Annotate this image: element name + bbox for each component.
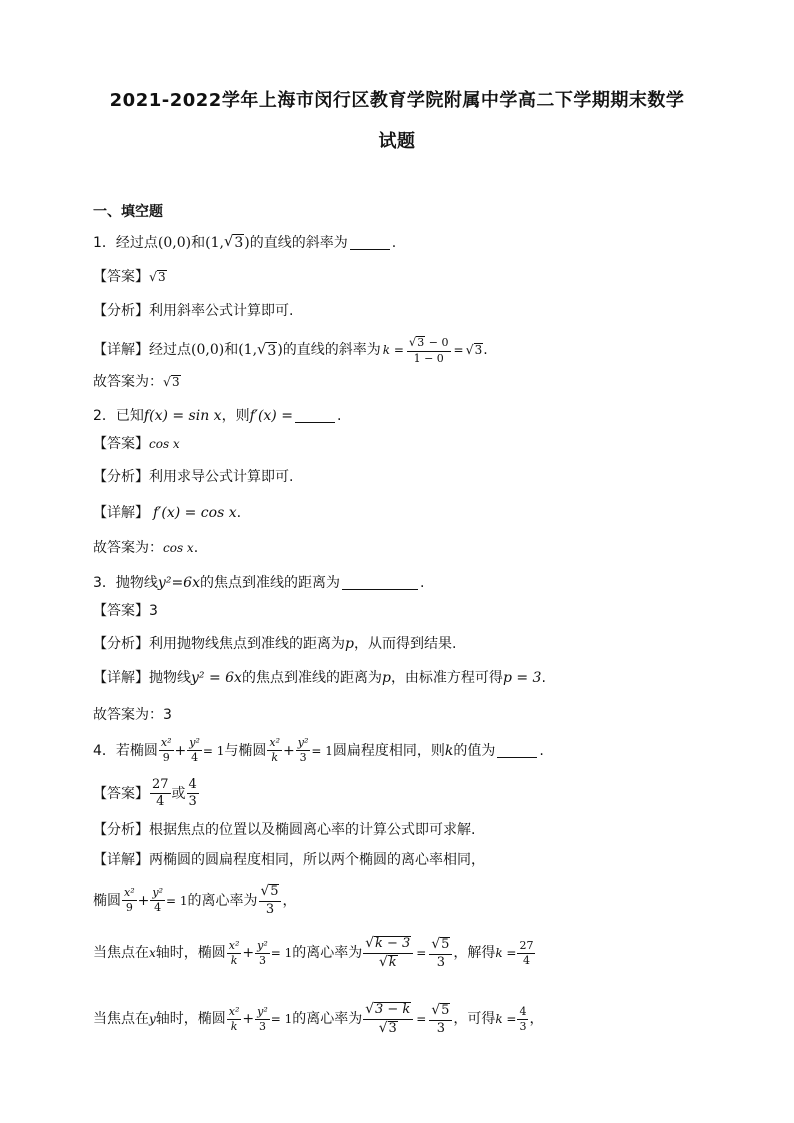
q4-detail-text: 两椭圆的圆扁程度相同，所以两个椭圆的离心率相同， [149,852,485,868]
q4-l1-y-den: 4 [154,901,162,915]
q3-detail-p: p [381,670,391,686]
q3-stem-prefix: 3．抛物线 [93,574,158,591]
q1-final-row [93,375,181,390]
q4-l3-x-term [227,1006,242,1033]
q4-l2-res-den: 4 [522,953,530,967]
q4-detail-line3 [93,1002,543,1037]
q4-detail-row [93,853,485,867]
q4-answer-frac2 [187,778,199,810]
sqrt-symbol: √ 3 [223,233,244,251]
sqrt-symbol: √ 5 [260,883,279,899]
q2-detail-row [93,506,241,520]
q4-l3-axis: y [149,1012,156,1027]
q4-l2-x-term [227,940,242,967]
q1-slope-numerator [407,336,451,352]
q4-answer-blank [497,743,537,758]
q4-l3-ecc-left-num [363,1002,413,1020]
detail-tag: 【详解】 [93,852,149,868]
q1-point2-open: (1, [205,234,224,251]
q2-function: f(x) = sin x [143,407,222,424]
sqrt-symbol: √ 3 [378,1019,397,1036]
q4-ellipse1-y-term [187,737,202,764]
q1-detail-middle: 的直线的斜率为 [282,342,381,359]
q4-stem-middle: 圆扁程度相同，则 [332,742,445,759]
q4-l3-eq: = 1 [270,1012,293,1027]
q4-e1-plus: + [174,742,187,759]
answer-tag: 【答案】 [93,436,149,452]
q4-l3-res-k: k = [495,1012,517,1027]
q1-stem-suffix: 的直线的斜率为 [249,234,348,251]
q4-l1-ecc [259,884,282,917]
detail-tag: 【详解】 [93,342,149,359]
q1-answer-sqrt: √ 3 [149,269,166,284]
q4-answer-or: 或 [171,785,186,802]
q4-l2-x-den: k [230,953,238,967]
q1-detail-point2-radicand: 3 [267,342,277,359]
q4-l2-ecc-left-den [377,954,400,971]
q3-answer-blank [342,575,418,590]
q4-l1-ecc-num [259,884,282,902]
q4-answer-frac1 [150,778,171,810]
q4-period: . [539,742,544,759]
q4-answer-row [93,778,200,810]
sqrt-symbol: √ 5 [431,1001,450,1018]
answer-tag: 【答案】 [93,269,149,286]
q4-l2-eq2: = [416,946,427,961]
answer-tag: 【答案】 [93,603,149,619]
q3-detail-result: p = 3 [502,670,542,686]
q1-period: . [391,234,397,251]
q1-stem [93,234,396,251]
q1-detail-result-sqrt: √ 3 [465,341,483,357]
q3-stem [93,575,424,590]
q4-l3-c: 的离心率为 [292,1011,363,1028]
q4-detail-line2 [93,936,536,971]
q4-l2-y-den: 3 [258,953,266,967]
q4-l1-plus: + [137,892,150,909]
q4-l3-ecc-right [429,1003,452,1036]
q1-answer-blank [350,235,390,250]
q4-ans-num2: 4 [187,778,199,794]
q4-analysis-row [93,823,475,837]
q3-analysis-prefix: 利用抛物线焦点到准线的距离为 [149,636,345,652]
q4-e2-plus: + [283,742,295,759]
q4-analysis-text: 根据焦点的位置以及椭圆离心率的计算公式即可求解. [149,822,476,838]
q4-e1-y-den: 4 [191,751,199,765]
q4-l2-ecc-left [363,936,413,971]
q4-stem [93,737,544,764]
q2-detail-period: . [236,505,242,521]
answer-tag: 【答案】 [93,785,149,802]
analysis-tag: 【分析】 [93,636,149,652]
q4-e2-x-den: k [271,751,279,765]
q4-ans-den1: 4 [156,794,165,810]
q4-l2-num-radicand: k − 3 [374,936,411,951]
q1-answer-radicand: 3 [158,270,166,284]
q4-l2-result [517,940,535,967]
q2-stem-prefix: 2．已知 [93,407,144,424]
q4-l3-d: ，可得 [453,1011,496,1028]
q3-answer-row [93,604,158,618]
q4-l3-y-term [255,1006,270,1033]
sqrt-symbol: √ 5 [431,935,450,952]
q4-l3-ecc-right-den: 3 [436,1020,445,1036]
q4-ans-num1: 27 [150,778,171,794]
q3-final-row [93,708,172,722]
q4-l3-result [517,1006,528,1033]
analysis-tag: 【分析】 [93,303,149,319]
q4-l1-middle: 的离心率为 [187,892,258,909]
q1-slope-num-tail: − 0 [425,336,449,349]
q3-final: 3 [163,707,172,723]
sqrt-symbol: √ 3 [257,340,277,359]
detail-tag: 【详解】 [93,505,149,521]
q3-detail-suffix: ，由标准方程可得 [390,670,503,686]
q3-detail-row [93,671,546,685]
q1-detail-and: 和 [224,342,239,359]
q2-period: . [336,407,342,424]
q4-l2-plus: + [242,945,255,962]
document-title-line1: 2021-2022学年上海市闵行区教育学院附属中学高二下学期期末数学 [109,90,685,111]
q4-l1-y-term [150,887,165,914]
q1-final-sqrt: √ 3 [163,374,180,389]
q3-analysis-p: p [345,636,354,652]
q2-final-row [93,541,198,555]
q1-slope-denominator: 1 − 0 [413,351,444,365]
q4-stem-with: 与椭圆 [224,742,267,759]
final-tag: 故答案为： [93,707,163,723]
q1-detail-k: k = [382,343,404,358]
q4-l3-right-radicand: 5 [441,1002,450,1018]
detail-tag: 【详解】 [93,670,149,686]
q4-l2-ecc-right-num [429,937,452,955]
q4-l3-plus: + [242,1011,255,1028]
q2-answer: cos x [149,437,180,451]
q4-e2-eq: = 1 [311,743,333,758]
q2-derivative: f′(x) = [249,407,293,424]
q4-l1-ecc-den: 3 [265,901,275,917]
q4-l2-y-term [255,940,270,967]
q1-point2-radicand: 3 [234,235,244,251]
q1-point2-close: ) [244,234,250,251]
q4-e2-y-den: 3 [299,751,307,765]
q3-detail-prefix: 抛物线 [149,670,191,686]
q4-l3-x-den: k [230,1019,238,1033]
q4-l1-x-num: x² [122,887,137,901]
q4-ellipse1-x-term [159,737,174,764]
sqrt-symbol: √ 3 − k [365,1001,411,1017]
q3-parabola: y²=6x [157,574,200,591]
q3-stem-suffix: 的焦点到准线的距离为 [199,574,340,591]
q4-l3-y-den: 3 [258,1019,266,1033]
q1-final-radicand: 3 [172,375,180,389]
q2-final: cos x [163,541,194,555]
q4-ans-den2: 3 [188,794,197,810]
q4-ellipse2-x-term [267,737,282,764]
sqrt-symbol: √ k − 3 [365,935,411,951]
q4-l2-x-num: x² [227,940,242,954]
q4-l3-x-num: x² [227,1006,242,1020]
q4-l2-eq: = 1 [270,946,293,961]
q4-l2-axis: x [149,946,156,961]
q1-detail-eq: = [453,343,464,358]
q4-l1-ecc-radicand: 5 [270,884,279,899]
q4-l1-end: ， [282,892,297,909]
q4-l2-y-num: y² [255,940,270,954]
section-heading-fill-in: 一、填空题 [93,204,163,220]
q1-analysis-row [93,304,293,318]
q4-l2-right-radicand: 5 [441,936,450,952]
q3-detail-middle: 的焦点到准线的距离为 [241,670,382,686]
q4-l2-b: 轴时，椭圆 [155,945,226,962]
q4-l2-ecc-left-num [363,936,413,954]
q1-detail-period: . [483,342,488,359]
q4-l2-ecc-right-den: 3 [436,954,445,970]
q4-l2-ecc-right [429,937,452,970]
q1-detail-point2-open: (1, [238,342,258,359]
q4-l1-y-num: y² [150,887,165,901]
q4-e1-x-den: 9 [162,751,170,765]
q4-e1-eq: = 1 [202,743,225,758]
q4-l3-ecc-left [363,1002,413,1037]
q4-e2-y-num: y² [296,737,311,751]
q1-stem-prefix: 1．经过点 [93,234,158,251]
analysis-tag: 【分析】 [93,469,149,485]
q4-l2-res-k: k = [495,946,517,961]
q4-l3-res-num: 4 [517,1006,528,1020]
q4-e1-x-num: x² [159,737,174,751]
q4-l3-res-den: 3 [519,1019,527,1033]
q4-l3-end: ， [529,1011,544,1028]
q1-detail-point1: (0,0) [191,342,225,359]
q4-l3-y-num: y² [255,1006,270,1020]
q3-analysis-row [93,637,456,651]
q4-l2-res-num: 27 [517,940,535,954]
q4-e1-y-num: y² [187,737,202,751]
q4-detail-line1 [93,884,296,917]
q4-l1-prefix: 椭圆 [93,892,121,909]
q3-answer: 3 [149,603,158,619]
document-title-line2: 试题 [378,131,416,152]
q4-l3-prefix: 当焦点在 [93,1011,149,1028]
q3-period: . [419,574,425,591]
q4-ellipse2-y-term [296,737,311,764]
q1-analysis-text: 利用斜率公式计算即可. [149,303,294,319]
q1-and: 和 [191,234,206,251]
q2-stem [93,408,341,423]
q1-point1: (0,0) [157,234,192,251]
q4-l2-d: ，解得 [453,945,496,962]
q4-stem-k: k [444,742,454,759]
q2-answer-row [93,437,180,451]
q4-l3-num-radicand: 3 − k [374,1002,411,1017]
sqrt-symbol: √ 3 [408,335,425,349]
q4-l2-c: 的离心率为 [292,945,363,962]
q4-stem-prefix: 4．若椭圆 [93,742,158,759]
q2-detail-formula: f′(x) = cos x [153,505,237,521]
q1-detail-row [93,336,488,365]
q2-stem-middle: ，则 [221,407,250,424]
q4-l3-den-radicand: 3 [388,1020,397,1036]
q4-stem-suffix: 的值为 [453,742,496,759]
final-tag: 故答案为： [93,540,163,556]
q1-answer-row [93,270,167,285]
q4-l2-den-radicand: k [388,954,397,970]
q4-l1-eq: = 1 [165,893,188,908]
q1-detail-result-radicand: 3 [474,342,483,357]
q4-l1-x-den: 9 [125,901,133,915]
q4-l3-ecc-left-den [377,1020,400,1037]
q2-analysis-row [93,470,293,484]
q2-answer-blank [295,408,335,423]
q3-detail-parabola: y² = 6x [191,670,242,686]
q1-detail-prefix: 经过点 [149,342,191,359]
sqrt-symbol: √ k [378,953,397,970]
q4-e2-x-num: x² [267,737,282,751]
q4-l2-prefix: 当焦点在 [93,945,149,962]
q1-detail-point2-close: ) [277,342,283,359]
q4-l1-x-term [122,887,137,914]
q1-slope-fraction [407,336,451,365]
q4-l3-b: 轴时，椭圆 [155,1011,226,1028]
analysis-tag: 【分析】 [93,822,149,838]
q3-analysis-suffix: ，从而得到结果. [353,636,457,652]
q2-final-period: . [193,540,199,556]
q4-l3-eq2: = [416,1012,427,1027]
final-tag: 故答案为： [93,374,163,391]
q3-detail-period: . [541,670,546,686]
q1-slope-num-radicand: 3 [417,336,425,349]
q2-analysis-text: 利用求导公式计算即可. [149,469,294,485]
q4-l3-ecc-right-num [429,1003,452,1021]
